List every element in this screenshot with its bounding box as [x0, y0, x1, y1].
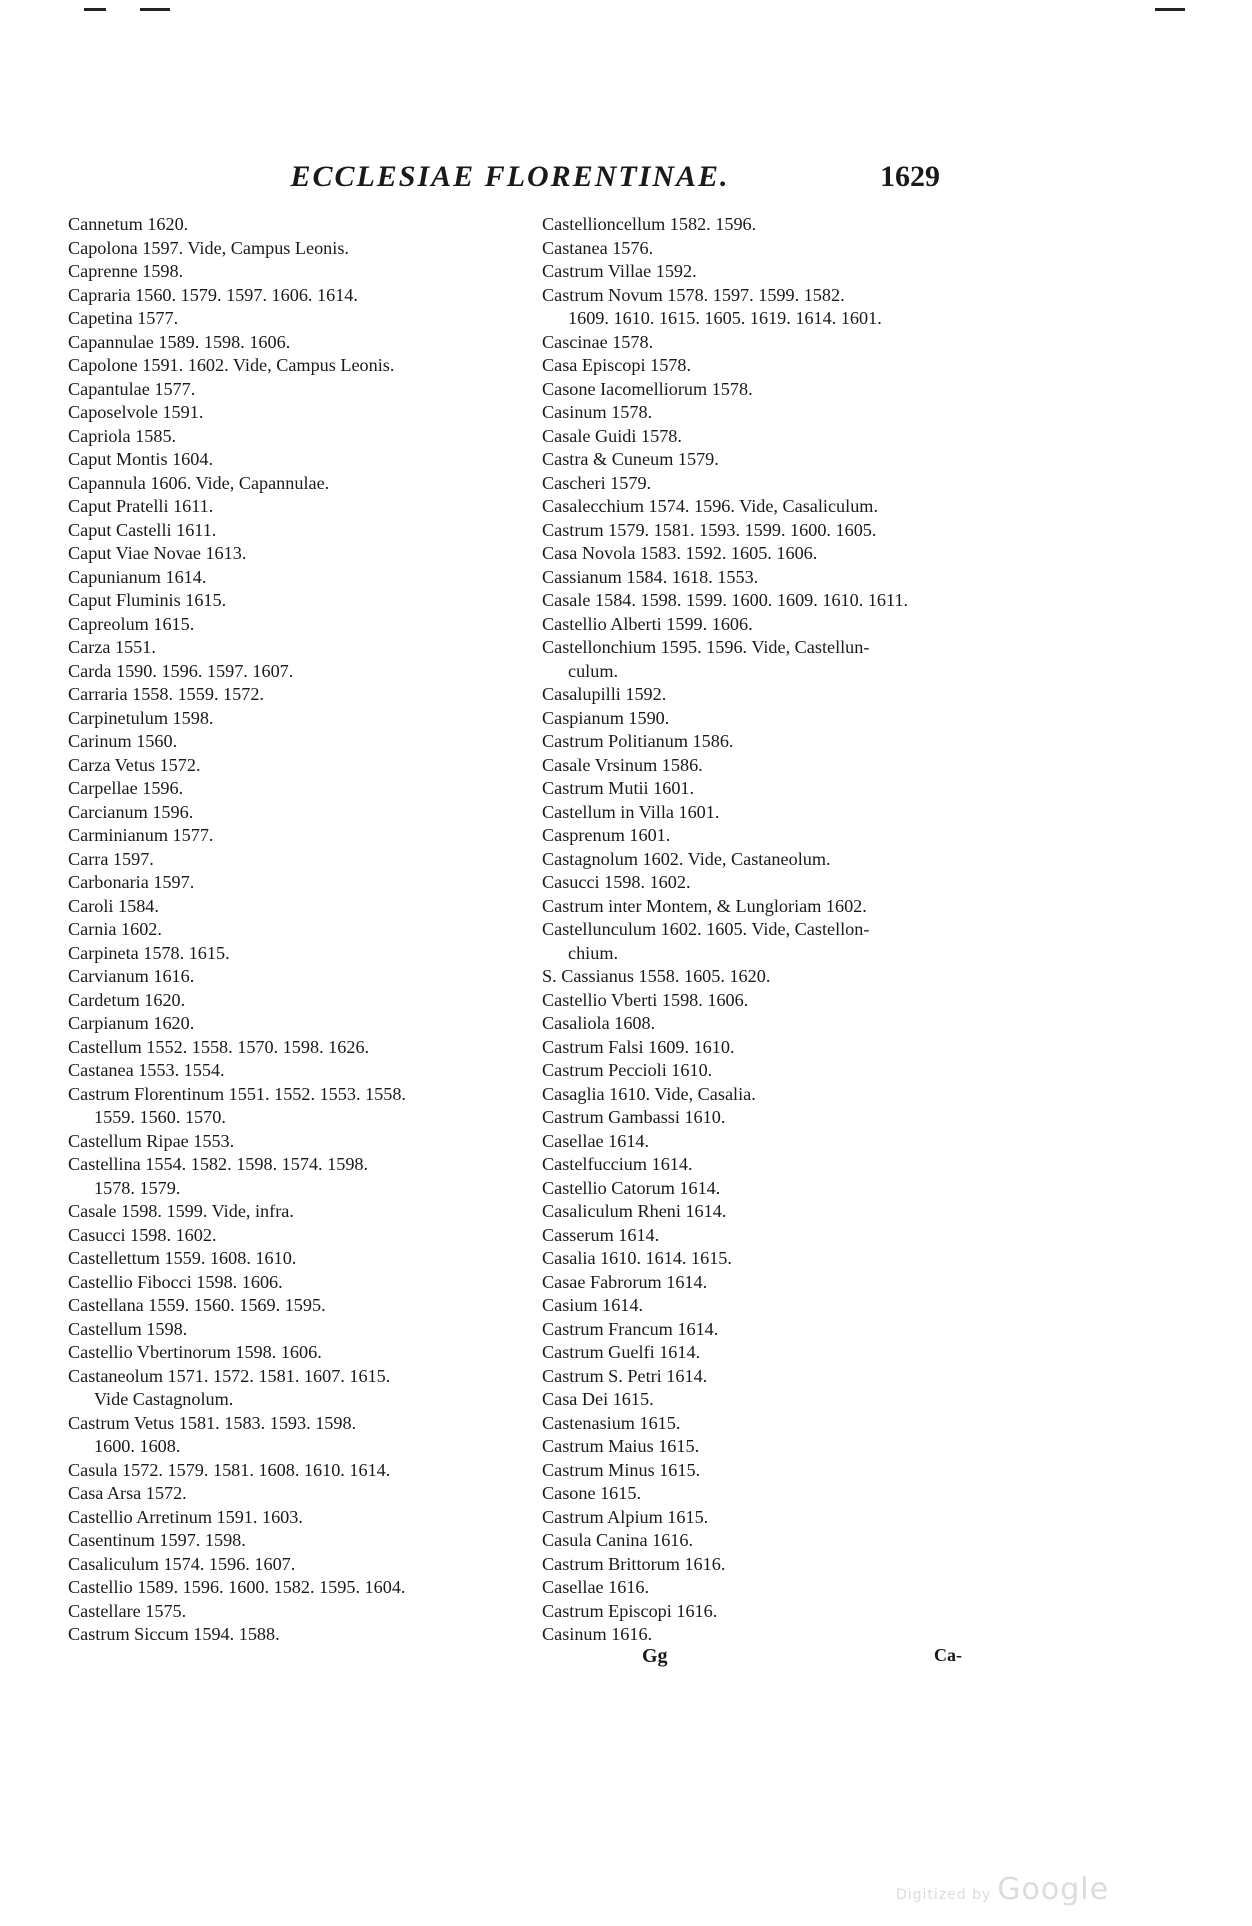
index-entry-continuation: culum. [568, 660, 619, 681]
index-entry: Castellio Catorum 1614. [542, 1177, 721, 1198]
index-entry: Castellum Ripae 1553. [68, 1130, 235, 1151]
index-entry: Castrum S. Petri 1614. [542, 1365, 708, 1386]
index-entry: Castrum Peccioli 1610. [542, 1060, 713, 1080]
index-entry: Castrum Mutii 1601. [542, 778, 695, 798]
index-column-left [68, 213, 530, 1647]
scan-artifact [84, 8, 106, 11]
index-entry: Carza 1551. [68, 637, 156, 657]
index-entry: Castrum Minus 1615. [542, 1459, 701, 1480]
index-entry: Castellare 1575. [68, 1600, 187, 1621]
index-entry: Castellio Vbertinorum 1598. 1606. [68, 1342, 322, 1362]
index-entry: Castrum Siccum 1594. 1588. [68, 1624, 280, 1644]
index-entry: Castenasium 1615. [542, 1412, 681, 1433]
index-entry: Cascheri 1579. [542, 472, 652, 493]
index-entry: Casae Fabrorum 1614. [542, 1271, 708, 1292]
index-entry: Carpellae 1596. [68, 778, 184, 798]
index-entry: Casale Guidi 1578. [542, 425, 682, 446]
index-entry: Castrum Alpium 1615. [542, 1506, 709, 1527]
index-entry: Casentinum 1597. 1598. [68, 1530, 246, 1550]
index-entry: Casone 1615. [542, 1483, 642, 1503]
index-entry: Casa Dei 1615. [542, 1389, 654, 1409]
index-entry: Capolona 1597. Vide, Campus Leonis. [68, 237, 349, 258]
index-entry: Castrum Politianum 1586. [542, 731, 734, 751]
index-column-right [542, 213, 1004, 1647]
index-entry: Casellae 1614. [542, 1130, 650, 1151]
index-entry: Caprenne 1598. [68, 261, 184, 281]
index-entry-continuation: 1600. 1608. [94, 1436, 181, 1456]
index-entry: Carpineta 1578. 1615. [68, 942, 230, 963]
index-entry: Casa Novola 1583. 1592. 1605. 1606. [542, 543, 818, 563]
index-entry: Castelfuccium 1614. [542, 1154, 693, 1174]
signature-mark: Gg [642, 1645, 668, 1667]
digitization-watermark [896, 1872, 1109, 1907]
index-entry: Castellum in Villa 1601. [542, 801, 720, 822]
index-entry: Casalupilli 1592. [542, 684, 667, 704]
index-entry: Casaliculum 1574. 1596. 1607. [68, 1553, 296, 1574]
index-entry: Caput Castelli 1611. [68, 519, 217, 540]
watermark-brand: Google [997, 1872, 1110, 1907]
index-entry: Castellioncellum 1582. 1596. [542, 214, 757, 234]
scan-artifact [140, 8, 170, 11]
index-entry: Capannula 1606. Vide, Capannulae. [68, 472, 330, 493]
index-entry: Casinum 1616. [542, 1624, 653, 1644]
index-entry: Capetina 1577. [68, 308, 179, 328]
index-entry: Castrum Brittorum 1616. [542, 1553, 726, 1574]
watermark-prefix: Digitized by [896, 1887, 992, 1903]
index-entry: Castrum Francum 1614. [542, 1318, 719, 1339]
index-entry: Carinum 1560. [68, 731, 178, 751]
index-entry: Castaneolum 1571. 1572. 1581. 1607. 1615. [68, 1365, 391, 1386]
index-entry: Casa Arsa 1572. [68, 1483, 187, 1503]
index-entry-continuation: chium. [568, 942, 619, 963]
index-entry: Carvianum 1616. [68, 966, 195, 986]
index-entry: Cascinae 1578. [542, 331, 654, 352]
index-entry: Casinum 1578. [542, 402, 653, 422]
index-entry: Castellio 1589. 1596. 1600. 1582. 1595. 1604. [68, 1577, 406, 1597]
index-entry: Castellana 1559. 1560. 1569. 1595. [68, 1295, 326, 1315]
index-entry: Capriola 1585. [68, 425, 177, 446]
index-entry: Carraria 1558. 1559. 1572. [68, 684, 264, 704]
index-entry: Castrum Maius 1615. [542, 1436, 700, 1456]
index-entry: Carminianum 1577. [68, 825, 214, 845]
index-entry: Cassianum 1584. 1618. 1553. [542, 566, 759, 587]
index-entry: Casserum 1614. [542, 1224, 660, 1245]
index-entry: Capraria 1560. 1579. 1597. 1606. 1614. [68, 284, 358, 305]
index-entry: Capreolum 1615. [68, 613, 195, 634]
index-entry: Carpianum 1620. [68, 1013, 195, 1033]
index-entry: Castrum Falsi 1609. 1610. [542, 1036, 735, 1057]
index-entry: Castrum Vetus 1581. 1583. 1593. 1598. [68, 1412, 357, 1433]
index-entry: Carpinetulum 1598. [68, 707, 214, 728]
index-entry: Castrum Villae 1592. [542, 261, 697, 281]
index-entry: Castrum inter Montem, & Lungloriam 1602. [542, 895, 867, 916]
index-entry: Casaglia 1610. Vide, Casalia. [542, 1083, 756, 1104]
index-entry: Caput Fluminis 1615. [68, 590, 227, 610]
index-entry: Caspianum 1590. [542, 707, 670, 728]
index-entry: Castellio Vberti 1598. 1606. [542, 989, 749, 1010]
index-entry: Casalia 1610. 1614. 1615. [542, 1248, 732, 1268]
index-entry: Caroli 1584. [68, 895, 159, 916]
running-header-title: ECCLESIAE FLORENTINAE. [290, 160, 730, 193]
index-entry: Capannulae 1589. 1598. 1606. [68, 331, 291, 352]
index-entry: Castellina 1554. 1582. 1598. 1574. 1598. [68, 1154, 369, 1174]
page-number: 1629 [880, 160, 940, 193]
index-entry: Casucci 1598. 1602. [542, 872, 691, 892]
index-entry-continuation: Vide Castagnolum. [94, 1389, 234, 1409]
index-entry: Castellio Alberti 1599. 1606. [542, 613, 753, 634]
index-entry: Casprenum 1601. [542, 825, 671, 845]
index-entry: Carra 1597. [68, 848, 154, 869]
index-entry: Castrum Gambassi 1610. [542, 1107, 726, 1127]
index-entry: Carza Vetus 1572. [68, 754, 201, 775]
index-entry: Cannetum 1620. [68, 214, 189, 234]
index-entry: Casone Iacomelliorum 1578. [542, 378, 753, 399]
index-entry: Casula 1572. 1579. 1581. 1608. 1610. 1614. [68, 1459, 391, 1480]
index-entry: Casaliculum Rheni 1614. [542, 1201, 727, 1221]
index-entry: S. Cassianus 1558. 1605. 1620. [542, 966, 771, 986]
index-entry: Casale 1598. 1599. Vide, infra. [68, 1201, 294, 1221]
index-entry: Casale Vrsinum 1586. [542, 754, 703, 775]
index-entry: Caposelvole 1591. [68, 402, 204, 422]
index-entry: Carbonaria 1597. [68, 872, 195, 892]
index-entry: Casalecchium 1574. 1596. Vide, Casaliculum. [542, 496, 878, 516]
index-entry: Castanea 1553. 1554. [68, 1060, 225, 1080]
index-entry: Caput Viae Novae 1613. [68, 543, 247, 563]
index-entry-continuation: 1578. 1579. [94, 1177, 181, 1198]
index-entry-continuation: 1609. 1610. 1615. 1605. 1619. 1614. 1601. [568, 308, 882, 328]
index-entry: Castrum Florentinum 1551. 1552. 1553. 1558. [68, 1083, 406, 1104]
index-entry: Casellae 1616. [542, 1577, 650, 1597]
index-entry: Castrum 1579. 1581. 1593. 1599. 1600. 1605. [542, 519, 877, 540]
catchword: Ca- [934, 1645, 962, 1665]
index-entry: Castellum 1552. 1558. 1570. 1598. 1626. [68, 1036, 370, 1057]
index-entry: Castrum Novum 1578. 1597. 1599. 1582. [542, 284, 845, 305]
scan-artifact [1155, 8, 1185, 11]
index-entry: Castellonchium 1595. 1596. Vide, Castellun- [542, 637, 870, 657]
index-entry: Cardetum 1620. [68, 989, 186, 1010]
index-entry: Castagnolum 1602. Vide, Castaneolum. [542, 848, 831, 869]
index-entry: Caput Pratelli 1611. [68, 496, 214, 516]
index-entry: Casaliola 1608. [542, 1013, 656, 1033]
index-entry: Castra & Cuneum 1579. [542, 449, 719, 469]
index-entry: Carcianum 1596. [68, 801, 194, 822]
index-entry: Castanea 1576. [542, 237, 654, 258]
index-entry: Castellio Arretinum 1591. 1603. [68, 1506, 303, 1527]
index-entry: Caput Montis 1604. [68, 449, 214, 469]
index-entry: Carnia 1602. [68, 919, 162, 939]
index-entry: Castellunculum 1602. 1605. Vide, Castellon- [542, 919, 870, 939]
index-entry: Castellio Fibocci 1598. 1606. [68, 1271, 283, 1292]
index-entry: Casium 1614. [542, 1295, 644, 1315]
index-entry: Casa Episcopi 1578. [542, 355, 692, 375]
index-entry: Castrum Episcopi 1616. [542, 1600, 718, 1621]
index-entry: Castrum Guelfi 1614. [542, 1342, 701, 1362]
index-entry: Casula Canina 1616. [542, 1530, 694, 1550]
index-entry: Casucci 1598. 1602. [68, 1224, 217, 1245]
index-entry-continuation: 1559. 1560. 1570. [94, 1107, 226, 1127]
index-entry: Capantulae 1577. [68, 378, 196, 399]
index-entry: Casale 1584. 1598. 1599. 1600. 1609. 1610. 1611. [542, 590, 909, 610]
index-entry: Castellettum 1559. 1608. 1610. [68, 1248, 297, 1268]
index-entry: Carda 1590. 1596. 1597. 1607. [68, 660, 294, 681]
index-entry: Capolone 1591. 1602. Vide, Campus Leonis. [68, 355, 395, 375]
index-entry: Capunianum 1614. [68, 566, 207, 587]
index-entry: Castellum 1598. [68, 1318, 188, 1339]
